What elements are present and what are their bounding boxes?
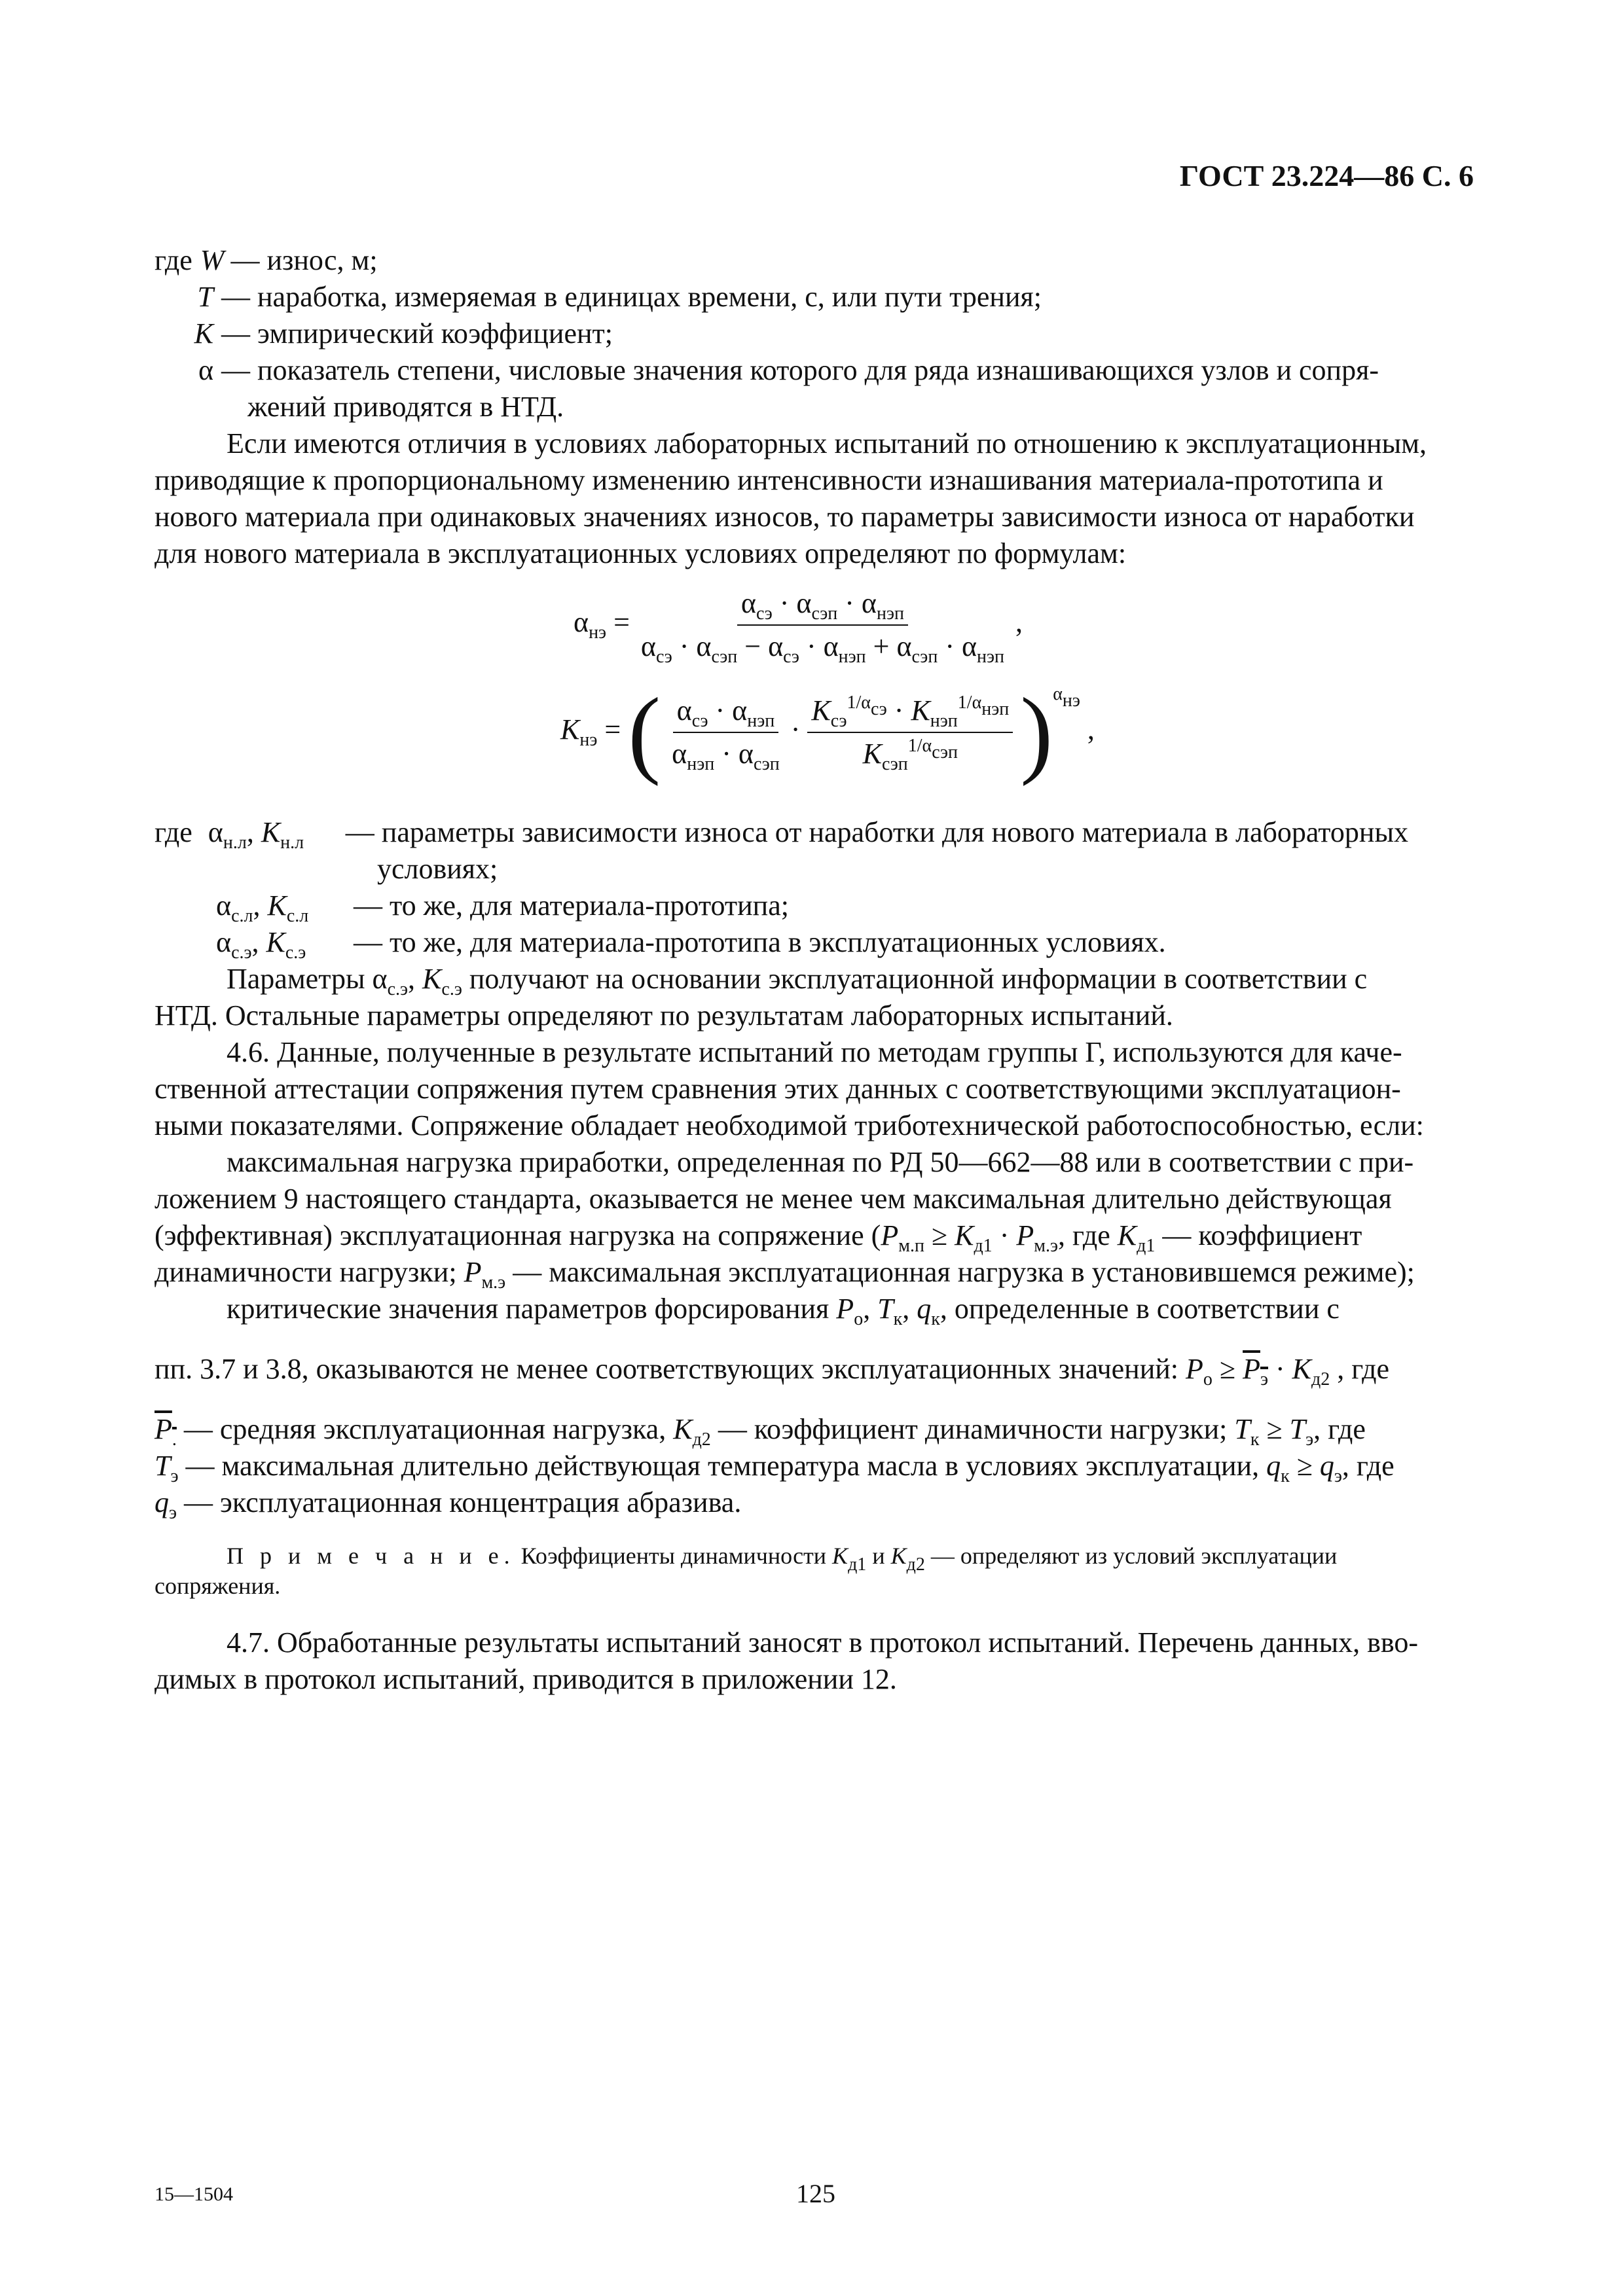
- definition-text: условиях;: [377, 853, 498, 885]
- section-4-6: [155, 1034, 1470, 1521]
- text-line: $T_э$ — максимальная длительно действующая температура масла в условиях эксплуатации, $q_к \ge q_э$, где: [155, 1450, 1395, 1486]
- section-4-7: [155, 1624, 1470, 1698]
- definition-text: — износ, м;: [230, 244, 378, 276]
- definition-text: — показатель степени, числовые значения которого для ряда изнашивающихся узлов и сопря-: [221, 354, 1379, 386]
- definition-row: [155, 389, 1470, 425]
- definition-symbol: T: [197, 281, 213, 313]
- definition-text: — эмпирический коэффициент;: [221, 317, 613, 350]
- text-line: $q_э$ — эксплуатационная концентрация абразива.: [155, 1486, 742, 1523]
- definition-row: [155, 814, 1470, 851]
- definition-row: [155, 315, 1470, 352]
- definition-row: [155, 851, 1470, 888]
- text-line: ными показателями. Сопряжение обладает необходимой триботехнической работоспособностью, если:: [155, 1109, 1424, 1141]
- page-header: ГОСТ 23.224—86 С. 6: [1179, 159, 1474, 192]
- definition-text: — то же, для материала-прототипа в эксплуатационных условиях.: [354, 926, 1166, 958]
- text-line: П р и м е ч а н и е. Коэффициенты динамичности $K_{д1}$ и $K_{д2}$ — определяют из условий эксплуатации: [227, 1543, 1338, 1575]
- definition-row: [155, 924, 1470, 961]
- text-line: $P_.$ — средняя эксплуатационная нагрузка, $K_{д2}$ — коэффициент динамичности нагрузки; $T_к \ge T_э$, где: [155, 1413, 1366, 1450]
- paragraph-parameters: [155, 961, 1470, 1034]
- formula-fraction: $\frac{\alpha_{сэ} \cdot \alpha_{сэп} \cdot \alpha_{нэп}}{\alpha_{сэ} \cdot \alpha_{сэп} - \alpha_{сэ} \cdot \alpha_{нэп} + \alpha_{сэп} \cdot \alpha_{нэп}}$: [637, 585, 1008, 665]
- definition-symbol: $\alpha_{с.э}$, $K_{с.э}$: [216, 926, 306, 963]
- definition-row: [155, 242, 1470, 279]
- text-line: 4.7. Обработанные результаты испытаний заносят в протокол испытаний. Перечень данных, вво-: [227, 1626, 1419, 1659]
- note-label: П р и м е ч а н и е.: [227, 1543, 515, 1569]
- text-line: НТД. Остальные параметры определяют по результатам лабораторных испытаний.: [155, 999, 1173, 1031]
- text-line: ственной аттестации сопряжения путем сравнения этих данных с соответствующими эксплуатацион-: [155, 1073, 1401, 1105]
- definition-row: [155, 352, 1470, 389]
- text-line: пп. 3.7 и 3.8, оказываются не менее соответствующих эксплуатационных значений: $P_о \ge P_э \cdot K_{д2}$ , где: [155, 1353, 1390, 1390]
- text-line: для нового материала в эксплуатационных условиях определяют по формулам:: [155, 537, 1127, 569]
- formula-k: $K_{нэ}$ = ( $\frac{\alpha_{сэ} \cdot \alpha_{нэп}}{\alpha_{нэп} \cdot \alpha_{сэп}}$ · $\frac{K_{сэ}^{1/\alpha_{сэ}} \cdot K_{нэп}^{1/\alpha_{нэп}}}{K_{сэп}^{1/\alpha_{сэп}}}$ )$^{\alpha_{нэ}}$ ,: [560, 678, 1095, 787]
- definitions-block-2: [155, 814, 1470, 961]
- text-line: нового материала при одинаковых значениях износов, то параметры зависимости износа от наработки: [155, 501, 1415, 533]
- text-line: Параметры $\alpha_{с.э}$, $K_{с.э}$ получают на основании эксплуатационной информации в соответствии с: [227, 963, 1368, 999]
- text-line: Если имеются отличия в условиях лабораторных испытаний по отношению к эксплуатационным,: [227, 427, 1427, 459]
- definition-text: — наработка, измеряемая в единицах времени, с, или пути трения;: [221, 281, 1042, 313]
- definition-text: — то же, для материала-прототипа;: [354, 889, 789, 922]
- definition-row: [155, 888, 1470, 924]
- paragraph-formulas-intro: [155, 425, 1470, 572]
- definition-text: жений приводятся в НТД.: [247, 391, 564, 423]
- main-text: [155, 242, 1470, 1698]
- where-word: где: [155, 816, 192, 848]
- formula-alpha: $\alpha_{нэ}$ = $\frac{\alpha_{сэ} \cdot \alpha_{сэп} \cdot \alpha_{нэп}}{\alpha_{сэ} \cdot \alpha_{сэп} - \alpha_{сэ} \cdot \alpha_{нэп} + \alpha_{сэп} \cdot \alpha_{нэп}}$ ,: [155, 572, 1470, 683]
- text-line: динамичности нагрузки; $P_{м.э}$ — максимальная эксплуатационная нагрузка в установившемся режиме);: [155, 1256, 1415, 1293]
- definition-symbol: $\alpha_{с.л}$, $K_{с.л}$: [216, 889, 309, 926]
- definition-text: — параметры зависимости износа от наработки для нового материала в лабораторных: [345, 816, 1409, 848]
- note-block: [155, 1541, 1470, 1601]
- text-line: сопряжения.: [155, 1573, 281, 1599]
- text-line: димых в протокол испытаний, приводится в приложении 12.: [155, 1663, 897, 1695]
- where-word: где: [155, 244, 192, 276]
- definitions-block: [155, 242, 1470, 425]
- definition-symbol: $\alpha_{н.л}$, $K_{н.л}$: [208, 816, 304, 853]
- text-line: максимальная нагрузка приработки, определенная по РД 50—662—88 или в соответствии с при-: [227, 1146, 1414, 1178]
- definition-symbol: W: [200, 244, 225, 276]
- definition-symbol: α: [198, 354, 213, 386]
- footer-code: 15—1504: [155, 2183, 233, 2205]
- page-number: 125: [796, 2179, 835, 2208]
- text-line: критические значения параметров форсирования $P_о$, $T_к$, $q_к$, определенные в соответствии с: [227, 1293, 1340, 1329]
- definition-symbol: K: [194, 317, 213, 350]
- text-line: 4.6. Данные, полученные в результате испытаний по методам группы Г, используются для каче-: [227, 1036, 1402, 1068]
- formula-fraction: $\frac{K_{сэ}^{1/\alpha_{сэ}} \cdot K_{нэп}^{1/\alpha_{нэп}}}{K_{сэп}^{1/\alpha_{сэп}}}$: [807, 692, 1013, 772]
- text-line: (эффективная) эксплуатационная нагрузка на сопряжение ($P_{м.п} \ge K_{д1} \cdot P_{м.э}$, где $K_{д1}$ — коэффициент: [155, 1219, 1362, 1256]
- text-line: приводящие к пропорциональному изменению интенсивности изнашивания материала-прототипа и: [155, 464, 1383, 496]
- formula-fraction: $\frac{\alpha_{сэ} \cdot \alpha_{нэп}}{\alpha_{нэп} \cdot \alpha_{сэп}}$: [668, 692, 784, 772]
- definition-row: [155, 279, 1470, 315]
- text-line: ложением 9 настоящего стандарта, оказывается не менее чем максимальная длительно действующая: [155, 1183, 1392, 1215]
